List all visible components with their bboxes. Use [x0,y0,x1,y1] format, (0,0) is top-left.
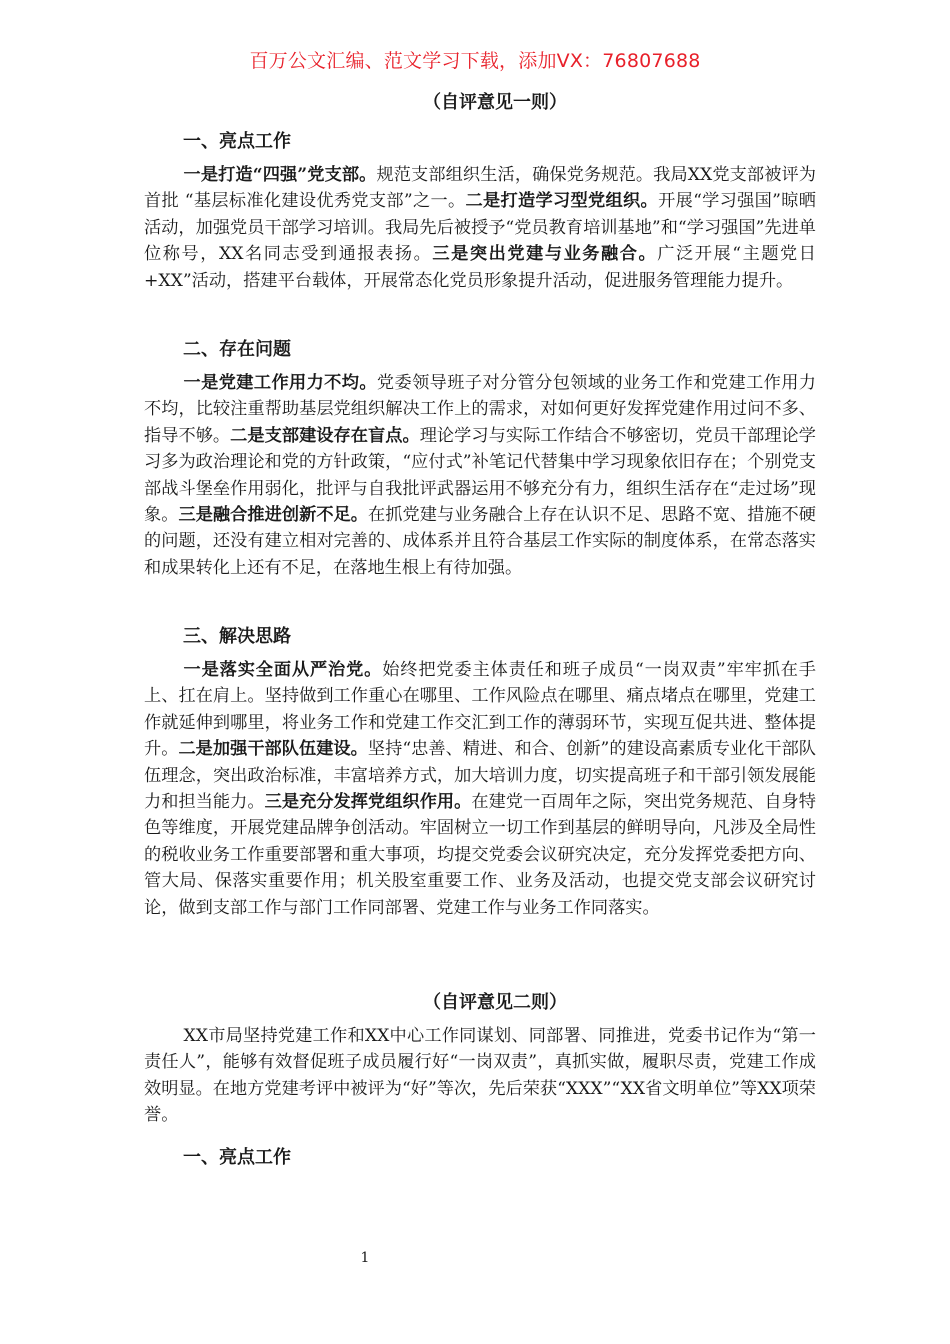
doc1-s1-paragraph [144,162,816,294]
doc2-title: （自评意见二则） [423,992,567,1013]
doc1-s1-lead-1: 一是打造“四强”党支部。 [183,165,377,185]
doc1-s3-paragraph [144,657,816,921]
doc1-title: （自评意见一则） [423,92,567,113]
doc2-heading: 一、亮点工作 [183,1147,291,1168]
doc1-s2-text-1: 党委领导班子对分管分包领域的业务工作和党建工作用力不均，比较注重帮助基层党组织解决工作上的需求，对如何更好发挥党建作用过问不多、指导不够。 [144,373,816,446]
doc1-s2-lead-1: 一是党建工作用力不均。 [183,373,377,393]
doc1-s3-text-3: 在建党一百周年之际，突出党务规范、自身特色等维度，开展党建品牌争创活动。牢固树立一切工作到基层的鲜明导向，凡涉及全局性的税收业务工作重要部署和重大事项，均提交党委会议研究决定，充分发挥党委把方向、管大局、保落实重要作用；机关股室重要工作、业务及活动，也提交党支部会议研究讨论，做到支部工作与部门工作同部署、党建工作与业务工作同落实。 [144,792,816,918]
doc1-s1-text-2: 开展“学习强国”晾晒活动，加强党员干部学习培训。我局先后被授予“党员教育培训基地”和“学习强国”先进单位称号，XX名同志受到通报表扬。 [144,191,816,265]
promo-banner: 百万公文汇编、范文学习下载，添加VX：76807688 [249,50,701,72]
doc1-s1-heading: 一、亮点工作 [183,131,291,152]
doc1-s1-lead-2: 二是打造学习型党组织。 [465,191,659,212]
doc1-s3-lead-1: 一是落实全面从严治党。 [183,660,383,680]
doc1-s1-text-1: 规范支部组织生活，确保党务规范。我局XX党支部被评为首批 “基层标准化建设优秀党支部”之一。 [144,165,816,212]
doc1-s2-text-2: 理论学习与实际工作结合不够密切，党员干部理论学习多为政治理论和党的方针政策，“应付式”补笔记代替集中学习现象依旧存在；个别党支部战斗堡垒作用弱化，批评与自我批评武器运用不够充分有力，组织生活存在“走过场”现象。 [144,425,816,526]
doc1-s2-text-3: 在抓党建与业务融合上存在认识不足、思路不宽、措施不硬的问题，还没有建立相对完善的、成体系并且符合基层工作实际的制度体系，在常态落实和成果转化上还有不足，在落地生根上有待加强。 [144,505,816,578]
doc1-s1-text-3: 广泛开展“主题党日+XX”活动，搭建平台载体，开展常态化党员形象提升活动，促进服务管理能力提升。 [144,244,816,291]
page-number: 1 [360,1250,370,1266]
doc1-s3-lead-3: 三是充分发挥党组织作用。 [264,792,472,813]
doc1-s2-lead-2: 二是支部建设存在盲点。 [230,425,420,446]
doc1-s2-lead-3: 三是融合推进创新不足。 [178,505,369,526]
doc1-s1-lead-3: 三是突出党建与业务融合。 [432,244,658,265]
doc1-s3-lead-2: 二是加强干部队伍建设。 [178,739,368,760]
doc1-s3-heading: 三、解决思路 [183,626,291,647]
doc1-s3-text-1: 始终把党委主体责任和班子成员“一岗双责”牢牢抓在手上、扛在肩上。坚持做到工作重心在哪里、工作风险点在哪里、痛点堵点在哪里，党建工作就延伸到哪里，将业务工作和党建工作交汇到工作的薄弱环节，实现互促共进、整体提升。 [144,660,816,760]
doc2-intro-paragraph: XX市局坚持党建工作和XX中心工作同谋划、同部署、同推进，党委书记作为“第一责任人”，能够有效督促班子成员履行好“一岗双责”，真抓实做，履职尽责，党建工作成效明显。在地方党建考评中被评为“好”等次，先后荣获“XXX”“XX省文明单位”等XX项荣誉。 [144,1026,816,1126]
doc1-s2-paragraph [144,370,816,581]
doc1-s3-text-2: 坚持“忠善、精进、和合、创新”的建设高素质专业化干部队伍理念，突出政治标准，丰富培养方式，加大培训力度，切实提高班子和干部引领发展能力和担当能力。 [144,739,816,813]
doc1-s2-heading: 二、存在问题 [183,339,291,360]
